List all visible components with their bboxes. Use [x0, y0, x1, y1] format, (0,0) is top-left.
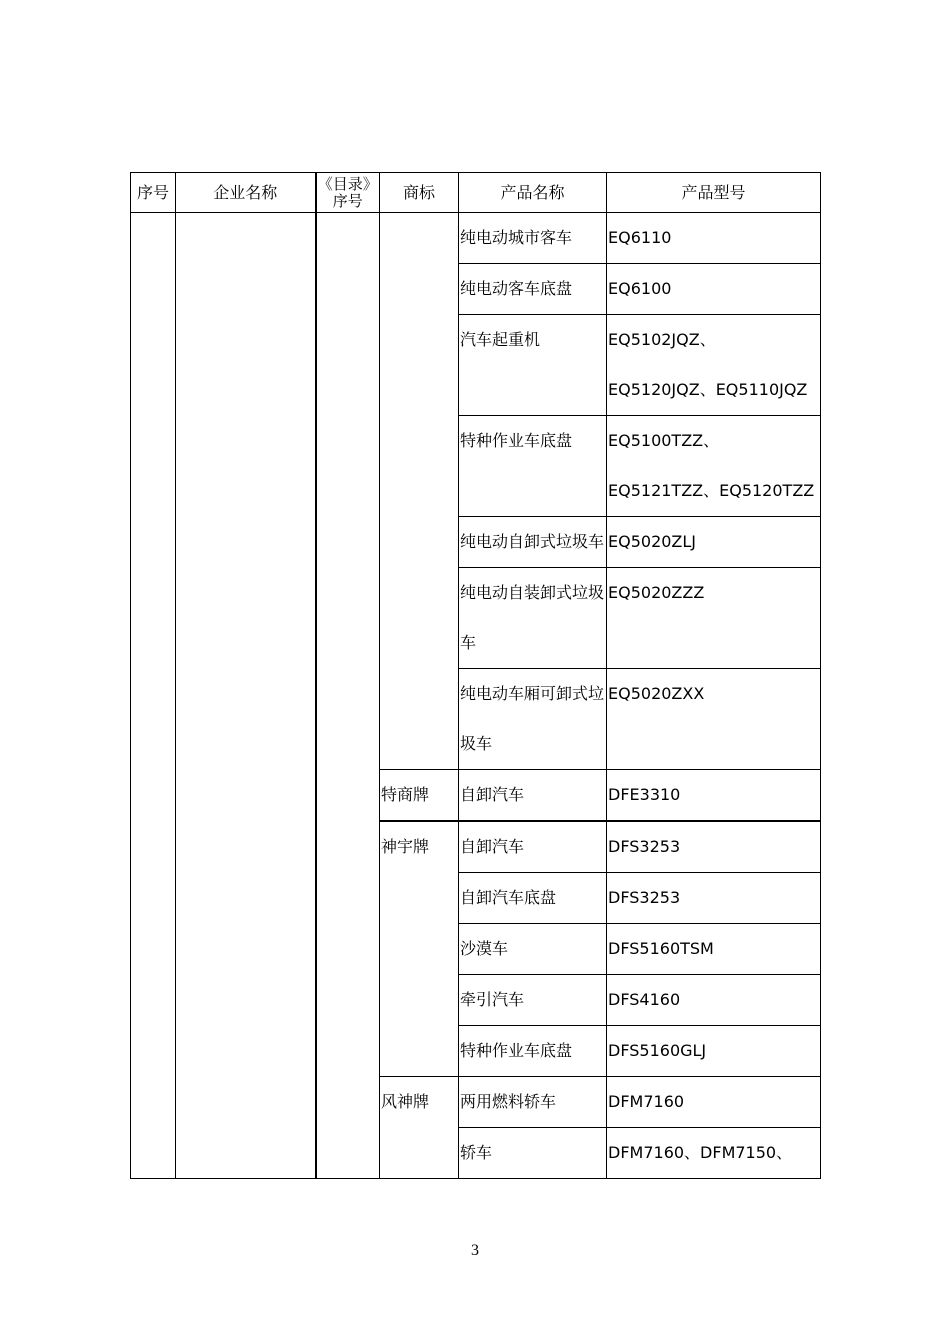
header-seq: 序号	[131, 173, 176, 213]
product-name-cell: 特种作业车底盘	[459, 1026, 607, 1077]
product-table	[130, 172, 821, 1179]
header-product-model: 产品型号	[607, 173, 821, 213]
product-name-cell: 纯电动城市客车	[459, 213, 607, 264]
product-model-cell: DFM7160	[607, 1077, 821, 1128]
product-name-cell: 纯电动客车底盘	[459, 264, 607, 315]
header-brand: 商标	[380, 173, 459, 213]
brand-cell-tes: 特商牌	[380, 770, 459, 822]
seq-cell	[131, 213, 176, 1179]
page-number: 3	[471, 1242, 479, 1259]
product-name-cell: 汽车起重机	[459, 315, 607, 416]
header-company: 企业名称	[176, 173, 316, 213]
brand-cell-fengshen: 风神牌	[380, 1077, 459, 1179]
product-model-cell: EQ5102JQZ、EQ5120JQZ、EQ5110JQZ	[607, 315, 821, 416]
brand-cell-empty	[380, 213, 459, 770]
product-model-cell: EQ6110	[607, 213, 821, 264]
header-catalog-seq-line2: 序号	[332, 191, 363, 210]
product-model-cell: EQ5100TZZ、EQ5121TZZ、EQ5120TZZ	[607, 416, 821, 517]
brand-cell-shenyu: 神宇牌	[380, 821, 459, 1077]
product-model-cell: DFS5160GLJ	[607, 1026, 821, 1077]
product-name-cell: 自卸汽车	[459, 770, 607, 822]
catalog-seq-cell	[316, 213, 380, 1179]
header-product-name: 产品名称	[459, 173, 607, 213]
header-catalog-seq	[316, 173, 380, 213]
product-name-cell: 纯电动车厢可卸式垃圾车	[459, 669, 607, 770]
company-cell	[176, 213, 316, 1179]
product-name-cell: 特种作业车底盘	[459, 416, 607, 517]
product-model-cell: DFM7160、DFM7150、	[607, 1128, 821, 1179]
product-model-cell: EQ6100	[607, 264, 821, 315]
product-name-cell: 纯电动自装卸式垃圾车	[459, 568, 607, 669]
product-name-cell: 轿车	[459, 1128, 607, 1179]
product-model-cell: DFE3310	[607, 770, 821, 822]
product-model-cell: DFS3253	[607, 873, 821, 924]
product-model-cell: EQ5020ZLJ	[607, 517, 821, 568]
product-model-cell: EQ5020ZZZ	[607, 568, 821, 669]
product-name-cell: 纯电动自卸式垃圾车	[459, 517, 607, 568]
product-model-cell: EQ5020ZXX	[607, 669, 821, 770]
product-model-cell: DFS3253	[607, 821, 821, 873]
product-name-cell: 自卸汽车底盘	[459, 873, 607, 924]
table-row	[131, 213, 821, 264]
product-model-cell: DFS4160	[607, 975, 821, 1026]
table-header-row	[131, 173, 821, 213]
product-model-cell: DFS5160TSM	[607, 924, 821, 975]
product-name-cell: 两用燃料轿车	[459, 1077, 607, 1128]
product-name-cell: 自卸汽车	[459, 821, 607, 873]
product-name-cell: 沙漠车	[459, 924, 607, 975]
header-catalog-seq-line1: 《目录》	[317, 174, 378, 193]
product-name-cell: 牵引汽车	[459, 975, 607, 1026]
